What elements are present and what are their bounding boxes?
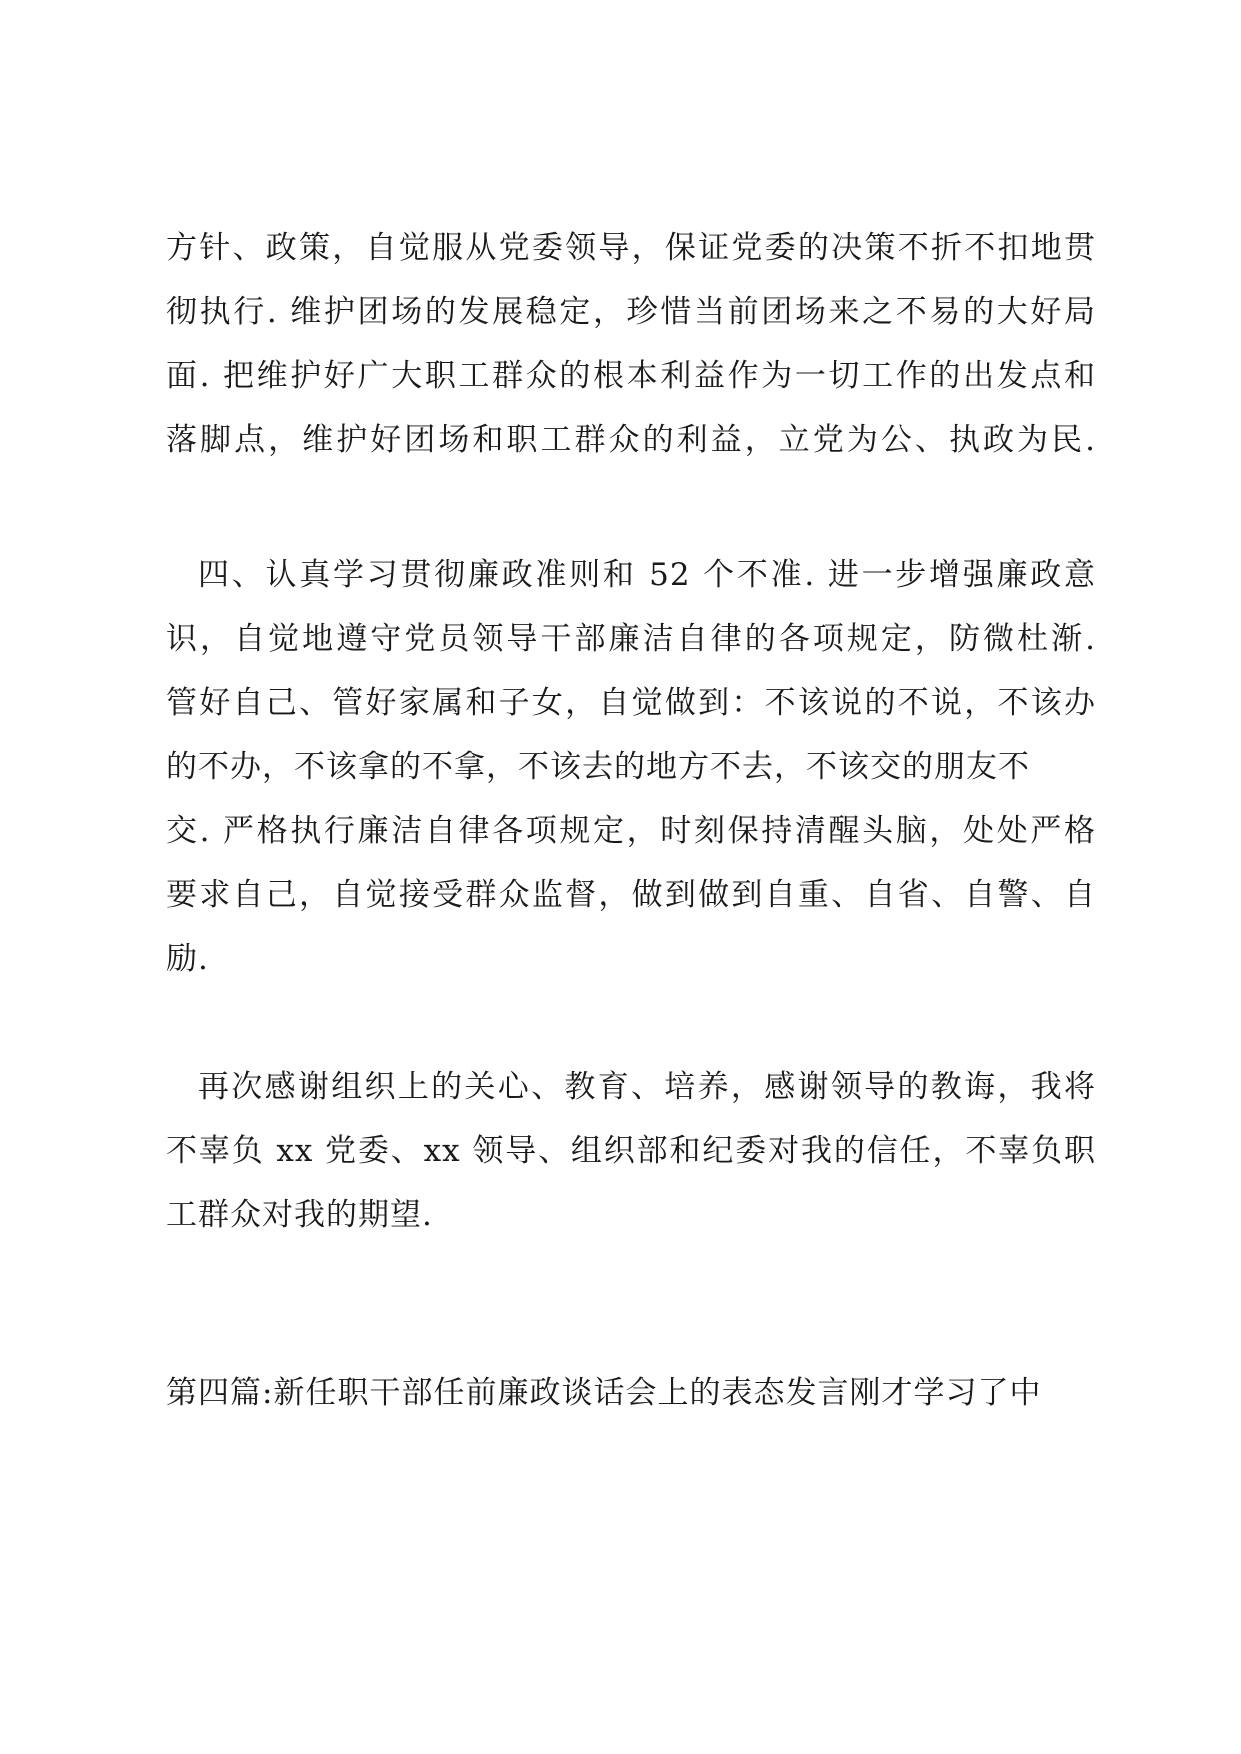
paragraph-line: 励. xyxy=(166,941,209,977)
paragraph-line: 不辜负 xx 党委、xx 领导、组织部和纪委对我的信任，不辜负职 xyxy=(166,1133,1096,1169)
paragraph-line: 管好自己、管好家属和子女，自觉做到：不该说的不说，不该办 xyxy=(166,685,1096,721)
paragraph-line: 再次感谢组织上的关心、教育、培养，感谢领导的教诲，我将 xyxy=(198,1069,1096,1105)
paragraph-line: 彻执行. 维护团场的发展稳定，珍惜当前团场来之不易的大好局 xyxy=(166,294,1096,330)
paragraph-1 xyxy=(166,216,1096,472)
paragraph-line: 的不办，不该拿的不拿，不该去的地方不去，不该交的朋友不 xyxy=(166,749,1030,785)
paragraph-line: 落脚点，维护好团场和职工群众的利益，立党为公、执政为民. xyxy=(166,422,1096,458)
paragraph-2 xyxy=(166,543,1096,991)
paragraph-line: 面. 把维护好广大职工群众的根本利益作为一切工作的出发点和 xyxy=(166,358,1096,394)
paragraph-line: 识，自觉地遵守党员领导干部廉洁自律的各项规定，防微杜渐. xyxy=(166,621,1096,657)
section-heading-line: 第四篇:新任职干部任前廉政谈话会上的表态发言刚才学习了中 xyxy=(166,1375,1042,1411)
paragraph-line: 工群众对我的期望. xyxy=(166,1197,433,1233)
paragraph-line: 要求自己，自觉接受群众监督，做到做到自重、自省、自警、自 xyxy=(166,877,1096,913)
paragraph-line: 交. 严格执行廉洁自律各项规定，时刻保持清醒头脑，处处严格 xyxy=(166,813,1096,849)
paragraph-line: 方针、政策，自觉服从党委领导，保证党委的决策不折不扣地贯 xyxy=(166,230,1096,266)
paragraph-4 xyxy=(166,1361,1096,1425)
paragraph-line: 四、认真学习贯彻廉政准则和 52 个不准. 进一步增强廉政意 xyxy=(198,557,1096,593)
paragraph-3 xyxy=(166,1055,1096,1247)
